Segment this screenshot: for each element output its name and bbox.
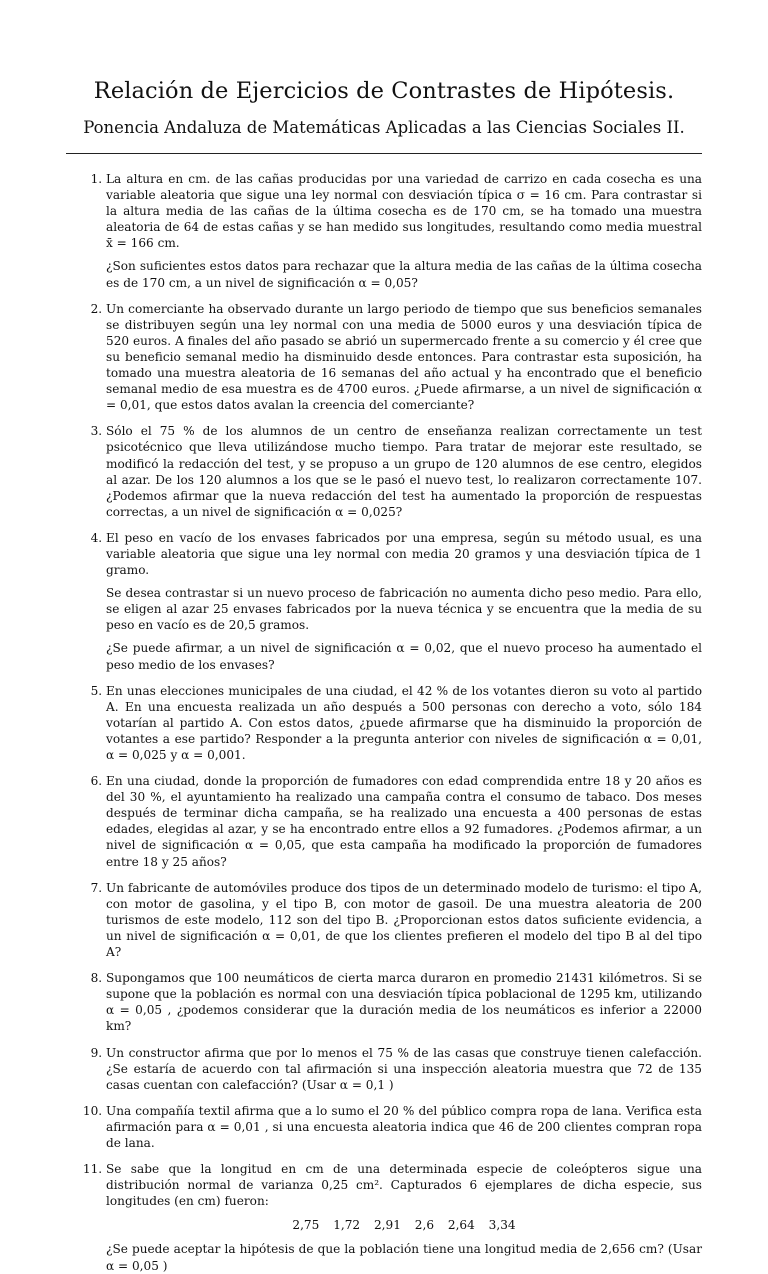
exercise-paragraph: 3. Sólo el 75 % de los alumnos de un centro de enseñanza realizan correctamente un test psicotécnico que lleva utilizándose mucho tiempo. Para tratar de mejorar este resultado, se modificó la redacción del test, y se propuso a un grupo de 120 alumnos de ese centro, elegidos al azar. De los 120 alumnos a los que se le pasó el nuevo test, lo realizaron correctamente 107. ¿Podemos afirmar que la nueva redacción del test ha aumentado la proporción de respuestas correctas, a un nivel de significación α = 0,025? (106, 424, 702, 519)
sample-value: 2,64 (447, 1218, 475, 1233)
exercise-paragraph: 7. Un fabricante de automóviles produce dos tipos de un determinado modelo de turismo: el tipo A, con motor de gasolina, y el tipo B, con motor de gasoil. De una muestra aleatoria de 200 turismos de este modelo, 112 son del tipo B. ¿Proporcionan estos datos suficiente evidencia, a un nivel de significación α = 0,01, de que los clientes prefieren el modelo del tipo B al del tipo A? (106, 880, 702, 960)
exercise-paragraph: 9. Un constructor afirma que por lo menos el 75 % de las casas que construye tienen calefacción. ¿Se estaría de acuerdo con tal afirmación si una inspección aleatoria muestra que 72 de 135 casas cuentan con calefacción? (Usar α = 0,1 ) (106, 1045, 702, 1092)
sample-values (106, 1217, 702, 1233)
exercise-paragraph: Se desea contrastar si un nuevo proceso de fabricación no aumenta dicho peso medio. Para ello, se eligen al azar 25 envases fabricados por la nueva técnica y se encuentra que la media de su peso en vacío es de 20,5 gramos. (106, 586, 702, 633)
sample-value: 2,6 (414, 1218, 435, 1233)
title-divider (66, 153, 702, 154)
sample-value: 1,72 (333, 1218, 361, 1233)
exercise-paragraph: 11. Se sabe que la longitud en cm de una determinada especie de coleópteros sigue una distribución normal de varianza 0,25 cm². Capturados 6 ejemplares de dicha especie, sus longitudes (en cm) fueron: (106, 1162, 702, 1209)
exercise-list (66, 171, 702, 1274)
exercise-5 (106, 683, 702, 763)
sample-value: 2,91 (373, 1218, 401, 1233)
exercise-paragraph: 5. En unas elecciones municipales de una ciudad, el 42 % de los votantes dieron su voto al partido A. En una encuesta realizada un año después a 500 personas con derecho a voto, sólo 184 votarían al partido A. Con estos datos, ¿puede afirmarse que ha disminuido la proporción de votantes a ese partido? Responder a la pregunta anterior con niveles de significación α = 0,01, α = 0,025 y α = 0,001. (106, 683, 702, 762)
document-title: Relación de Ejercicios de Contrastes de Hipótesis. (93, 78, 675, 104)
exercise-3 (106, 423, 702, 520)
exercise-paragraph: 4. El peso en vacío de los envases fabricados por una empresa, según su método usual, es una variable aleatoria que sigue una ley normal con media 20 gramos y una desviación típica de 1 gramo. (106, 530, 702, 578)
exercise-1 (106, 171, 702, 291)
exercise-paragraph: 8. Supongamos que 100 neumáticos de cierta marca duraron en promedio 21431 kilómetros. Si se supone que la población es normal con una desviación típica poblacional de 1295 km, utilizando α = 0,05 , ¿podemos considerar que la duración media de los neumáticos es inferior a 22000 km? (106, 971, 702, 1034)
exercise-paragraph: 2. Un comerciante ha observado durante un largo periodo de tiempo que sus beneficios semanales se distribuyen según una ley normal con una media de 5000 euros y una desviación típica de 520 euros. A finales del año pasado se abrió un supermercado frente a su comercio y él cree que su beneficio semanal medio ha disminuido desde entonces. Para contrastar esta suposición, ha tomado una muestra aleatoria de 16 semanas del año actual y ha encontrado que el beneficio semanal medio de esa muestra es de 4700 euros. ¿Puede afirmarse, a un nivel de significación α = 0,01, que estos datos avalan la creencia del comerciante? (106, 301, 702, 413)
exercise-paragraph: ¿Se puede afirmar, a un nivel de significación α = 0,02, que el nuevo proceso ha aumentado el peso medio de los envases? (106, 641, 702, 672)
exercise-7 (106, 880, 702, 960)
exercise-paragraph: 1. La altura en cm. de las cañas producidas por una variedad de carrizo en cada cosecha es una variable aleatoria que sigue una ley normal con desviación típica σ = 16 cm. Para contrastar si la altura media de las cañas de la última cosecha es de 170 cm, se ha tomado una muestra aleatoria de 64 de estas cañas y se han medido sus longitudes, resultando como media muestral x̄ = 166 cm. (106, 172, 702, 251)
exercise-6 (106, 773, 702, 870)
sample-value: 2,75 (292, 1218, 320, 1233)
exercise-4 (106, 530, 702, 673)
exercise-paragraph: 6. En una ciudad, donde la proporción de fumadores con edad comprendida entre 18 y 20 años es del 30 %, el ayuntamiento ha realizado una campaña contra el consumo de tabaco. Dos meses después de terminar dicha campaña, se ha realizado una encuesta a 400 personas de estas edades, elegidas al azar, y se ha encontrado entre ellos a 92 fumadores. ¿Podemos afirmar, a un nivel de significación α = 0,05, que esta campaña ha modificado la proporción de fumadores entre 18 y 25 años? (106, 774, 702, 869)
exercise-paragraph: 10. Una compañía textil afirma que a lo sumo el 20 % del público compra ropa de lana. Verifica esta afirmación para α = 0,01 , si una encuesta aleatoria indica que 46 de 200 clientes compran ropa de lana. (106, 1103, 702, 1150)
exercise-paragraph: ¿Se puede aceptar la hipótesis de que la población tiene una longitud media de 2,656 cm? (Usar α = 0,05 ) (106, 1242, 702, 1273)
exercise-9 (106, 1045, 702, 1093)
exercise-11 (106, 1161, 702, 1274)
exercise-2 (106, 301, 702, 414)
exercise-10 (106, 1103, 702, 1151)
exercise-8 (106, 970, 702, 1034)
sample-value: 3,34 (488, 1218, 516, 1233)
exercise-paragraph: ¿Son suficientes estos datos para rechazar que la altura media de las cañas de la última cosecha es de 170 cm, a un nivel de significación α = 0,05? (106, 259, 702, 290)
document-subtitle: Ponencia Andaluza de Matemáticas Aplicadas a las Ciencias Sociales II. (83, 118, 685, 137)
